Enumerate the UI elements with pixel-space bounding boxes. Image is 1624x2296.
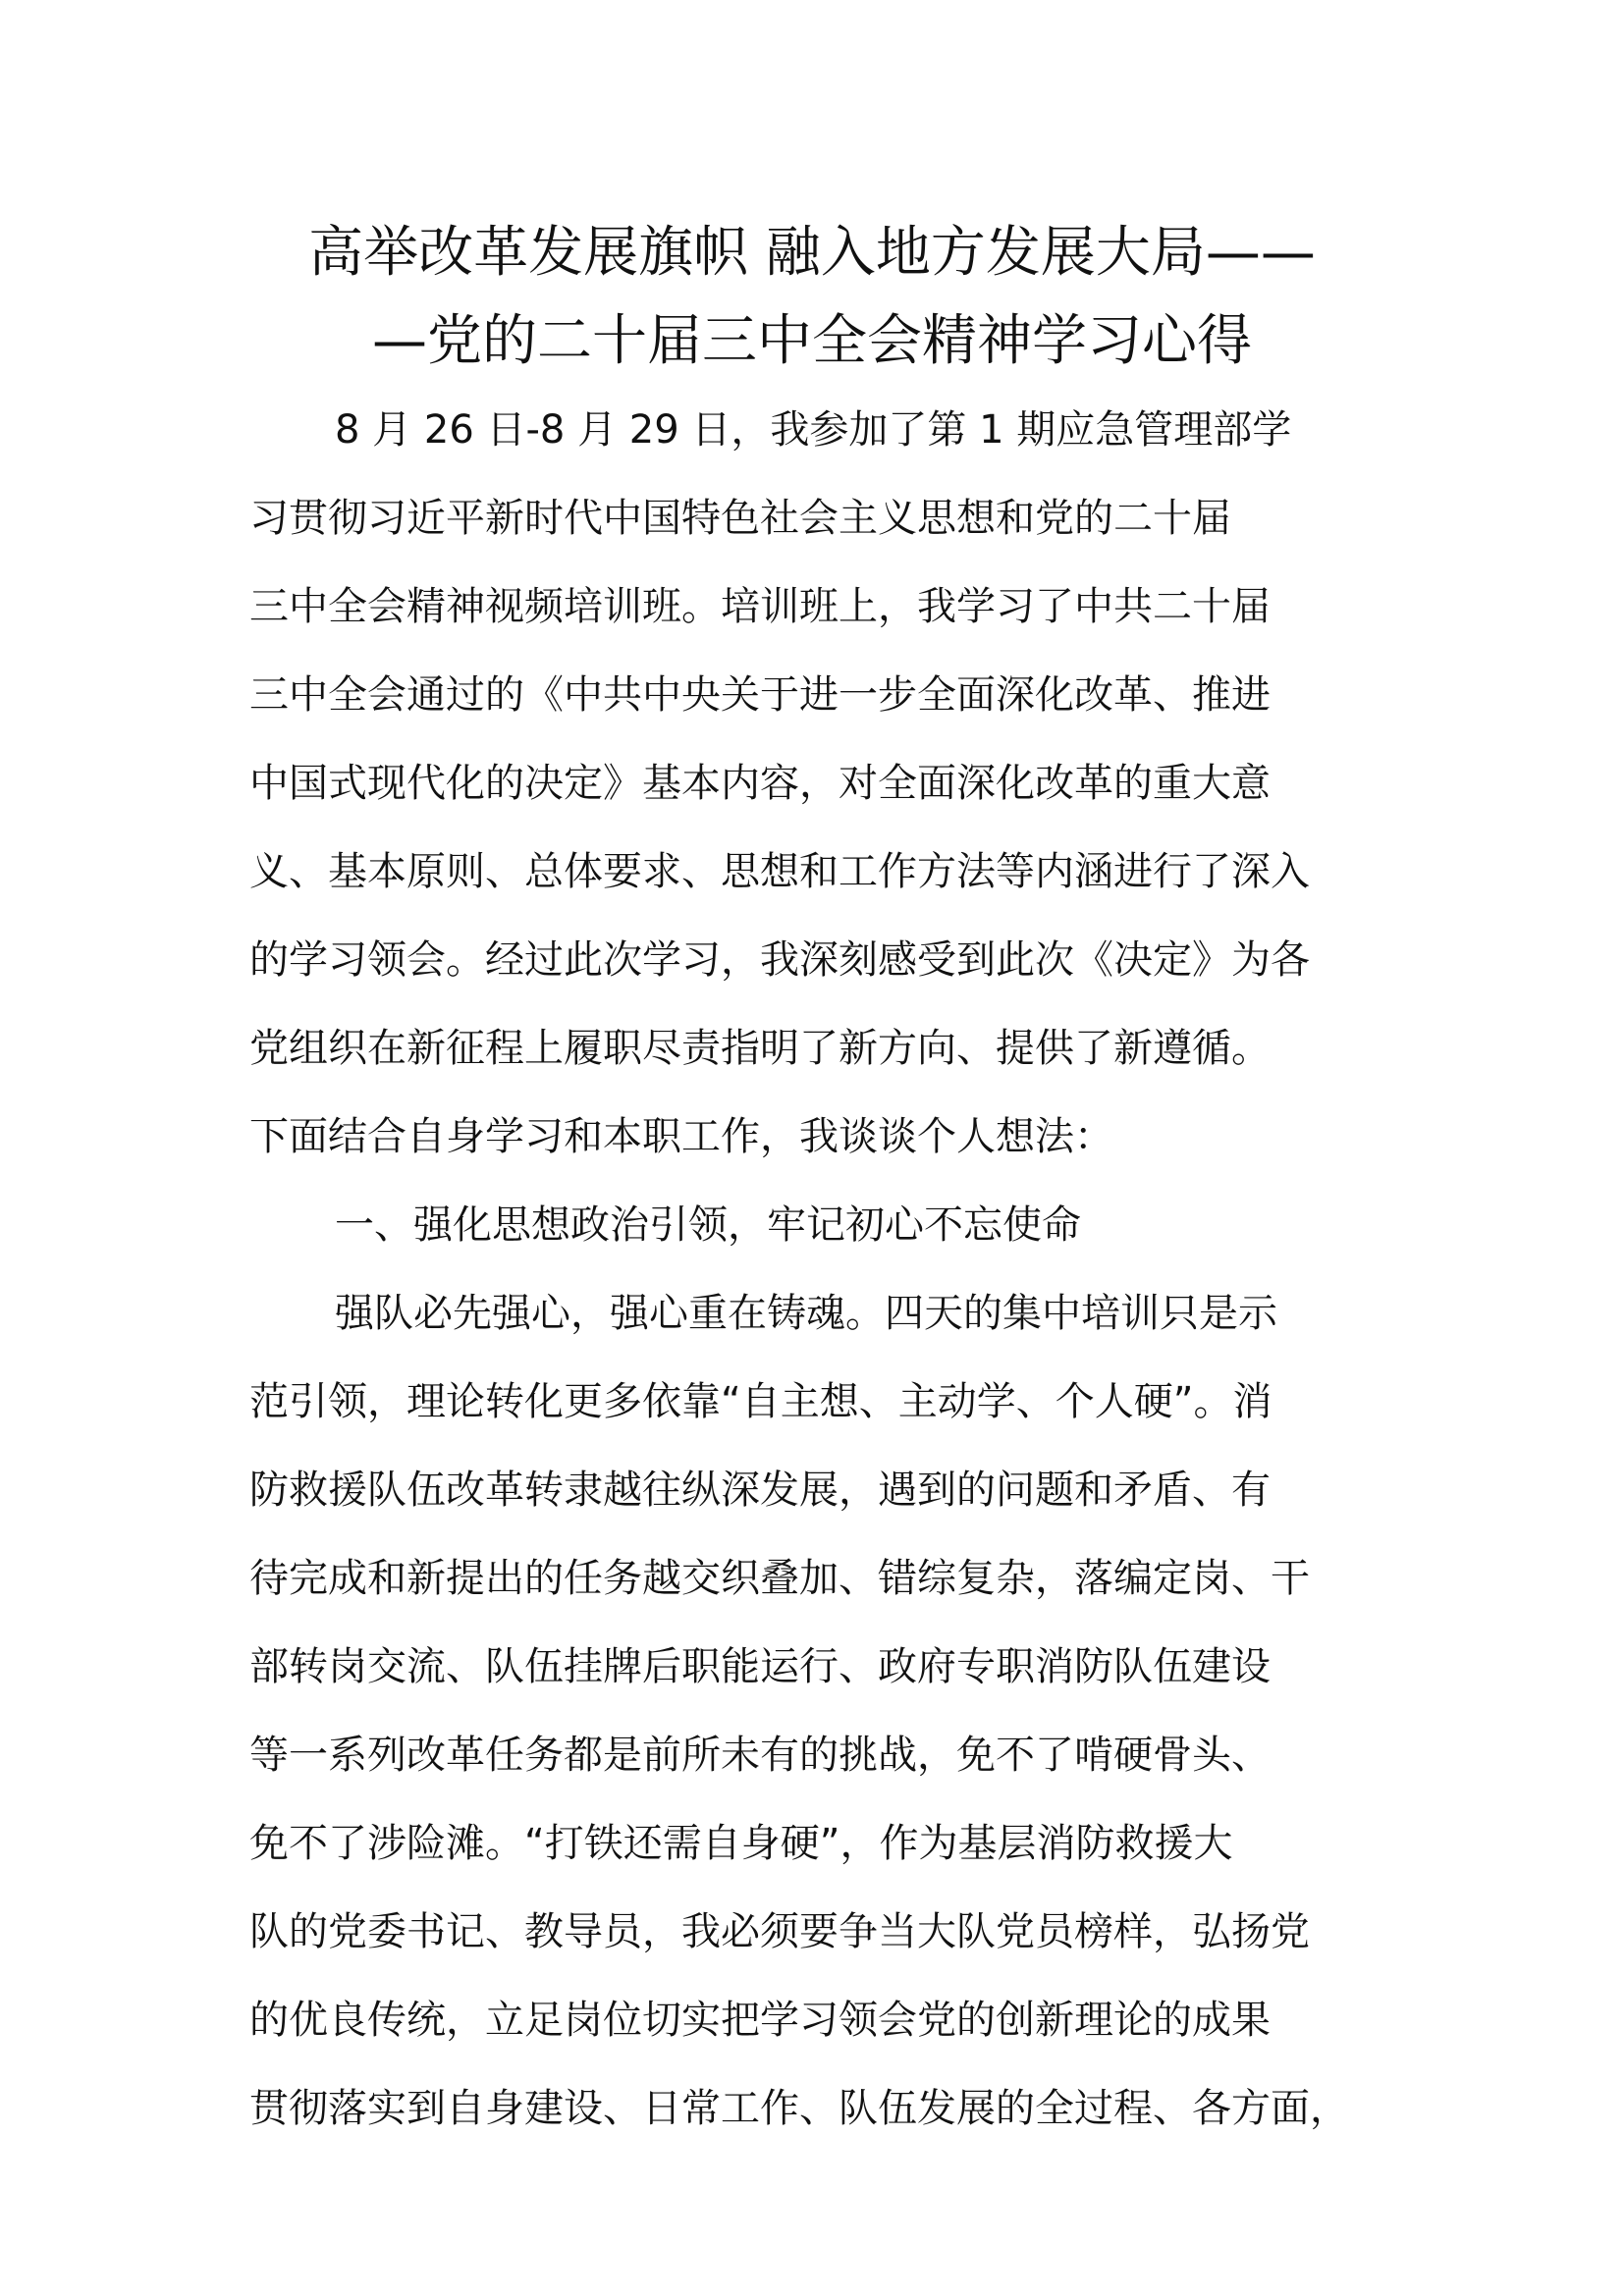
document-title-line-2: —党的二十届三中全会精神学习心得	[372, 309, 1252, 373]
section-heading: 一、强化思想政治引领，牢记初心不忘使命	[335, 1202, 1081, 1248]
document-title-line-1: 高举改革发展旗帜 融入地方发展大局——	[308, 221, 1316, 285]
paragraph-line: 8 月 26 日-8 月 29 日，我参加了第 1 期应急管理部学	[335, 407, 1292, 453]
paragraph-line: 强队必先强心，强心重在铸魂。四天的集中培训只是示	[335, 1291, 1277, 1336]
paragraph-line: 队的党委书记、教导员，我必须要争当大队党员榜样，弘扬党	[249, 1909, 1310, 1954]
paragraph-line: 习贯彻习近平新时代中国特色社会主义思想和党的二十届	[249, 496, 1231, 541]
paragraph-line: 中国式现代化的决定》基本内容，对全面深化改革的重大意	[249, 761, 1271, 806]
paragraph-line: 范引领，理论转化更多依靠“自主想、主动学、个人硬”。消	[249, 1379, 1272, 1424]
paragraph-line: 下面结合自身学习和本职工作，我谈谈个人想法：	[249, 1114, 1113, 1159]
paragraph-line: 三中全会精神视频培训班。培训班上，我学习了中共二十届	[249, 584, 1271, 629]
paragraph-line: 党组织在新征程上履职尽责指明了新方向、提供了新遵循。	[249, 1026, 1271, 1071]
paragraph-line: 等一系列改革任务都是前所未有的挑战，免不了啃硬骨头、	[249, 1733, 1271, 1778]
paragraph-line: 防救援队伍改革转隶越往纵深发展，遇到的问题和矛盾、有	[249, 1468, 1271, 1513]
paragraph-line: 部转岗交流、队伍挂牌后职能运行、政府专职消防队伍建设	[249, 1644, 1271, 1689]
paragraph-line: 的学习领会。经过此次学习，我深刻感受到此次《决定》为各	[249, 937, 1310, 983]
paragraph-line: 免不了涉险滩。“打铁还需自身硬”，作为基层消防救援大	[249, 1821, 1233, 1866]
paragraph-line: 的优良传统，立足岗位切实把学习领会党的创新理论的成果	[249, 1998, 1271, 2043]
paragraph-line: 待完成和新提出的任务越交织叠加、错综复杂，落编定岗、干	[249, 1556, 1310, 1601]
paragraph-line: 三中全会通过的《中共中央关于进一步全面深化改革、推进	[249, 672, 1271, 718]
paragraph-line: 义、基本原则、总体要求、思想和工作方法等内涵进行了深入	[249, 849, 1310, 894]
paragraph-line: 贯彻落实到自身建设、日常工作、队伍发展的全过程、各方面，	[249, 2086, 1349, 2131]
